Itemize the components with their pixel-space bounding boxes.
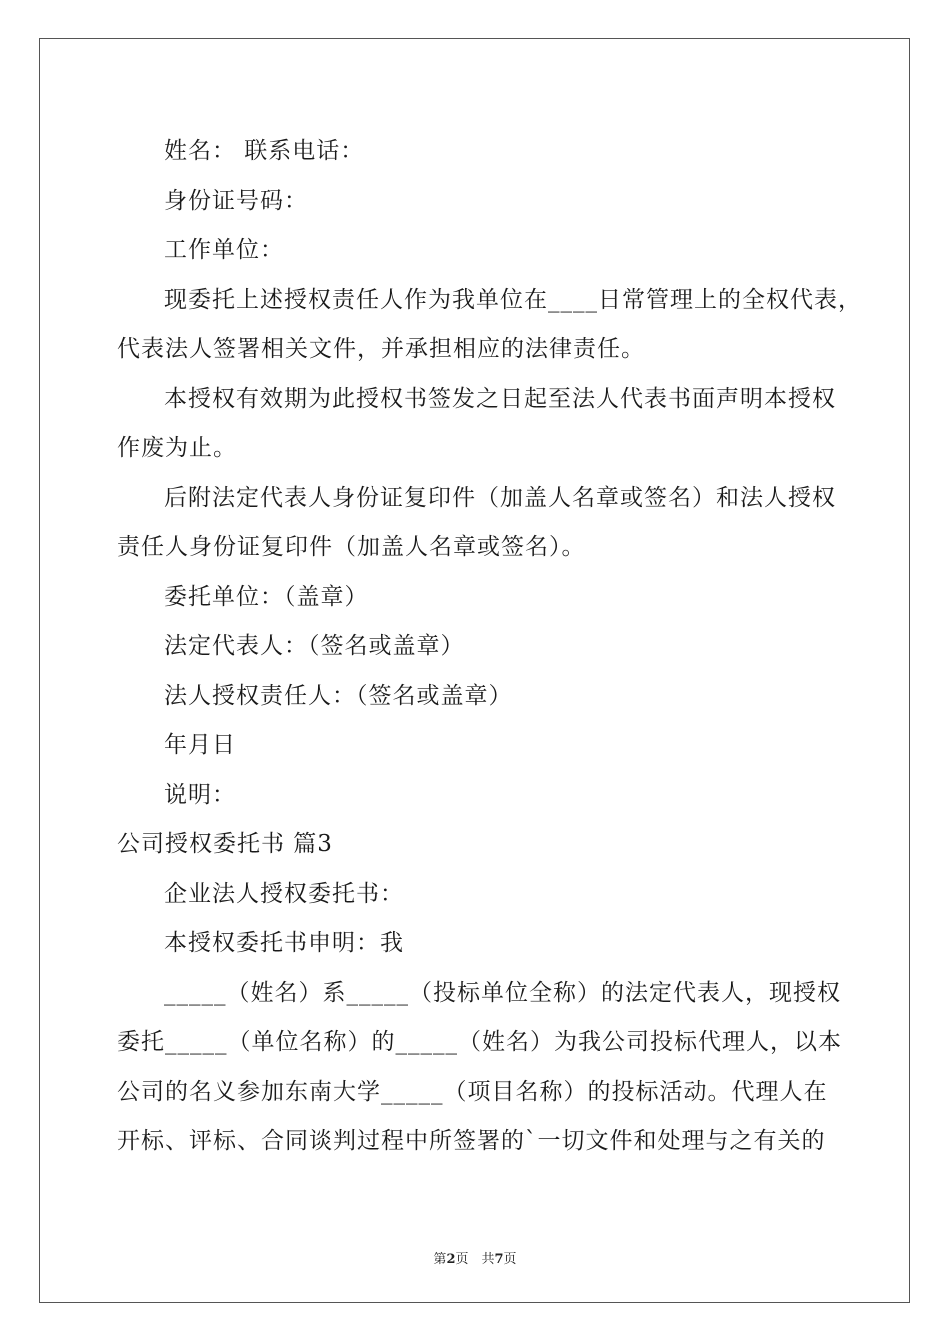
section-heading: 公司授权委托书 篇3 xyxy=(117,831,333,857)
total-page-count: 7 xyxy=(494,1252,504,1267)
current-page-number: 2 xyxy=(446,1252,456,1267)
text-line: 说明： xyxy=(164,781,236,808)
text-line: 委托单位：（盖章） xyxy=(164,583,369,610)
footer-prefix: 第 xyxy=(433,1252,447,1267)
text-line: 姓名： 联系电话： xyxy=(164,138,365,164)
text-line: 后附法定代表人身份证复印件（加盖人名章或签名）和法人授权 xyxy=(164,484,836,511)
text-line: 委托_____（单位名称）的_____（姓名）为我公司投标代理人，以本 xyxy=(117,1029,842,1055)
text-line: 代表法人签署相关文件，并承担相应的法律责任。 xyxy=(117,336,645,362)
text-line: 本授权委托书申明：我 xyxy=(164,930,404,956)
text-line: 本授权有效期为此授权书签发之日起至法人代表书面声明本授权 xyxy=(164,385,836,412)
text-line: 身份证号码： xyxy=(164,187,308,214)
text-line: 法定代表人：（签名或盖章） xyxy=(164,633,465,659)
text-line: 作废为止。 xyxy=(117,435,237,461)
text-line: 开标、评标、合同谈判过程中所签署的`一切文件和处理与之有关的 xyxy=(117,1128,826,1154)
text-line: 法人授权责任人：（签名或盖章） xyxy=(164,682,513,709)
page-footer xyxy=(0,1248,950,1267)
document-body xyxy=(117,127,862,1167)
text-line: 年月日 xyxy=(164,732,236,758)
text-line: 责任人身份证复印件（加盖人名章或签名）。 xyxy=(117,534,586,560)
text-line: 工作单位： xyxy=(164,237,284,263)
text-line: 企业法人授权委托书： xyxy=(164,880,404,907)
text-line: _____（姓名）系_____（投标单位全称）的法定代表人，现授权 xyxy=(164,979,841,1006)
text-line: 现委托上述授权责任人作为我单位在____日常管理上的全权代表， xyxy=(164,286,862,313)
footer-suffix: 页 xyxy=(503,1252,517,1267)
text-line: 公司的名义参加东南大学_____（项目名称）的投标活动。代理人在 xyxy=(117,1078,828,1105)
footer-mid: 页 共 xyxy=(455,1252,495,1267)
